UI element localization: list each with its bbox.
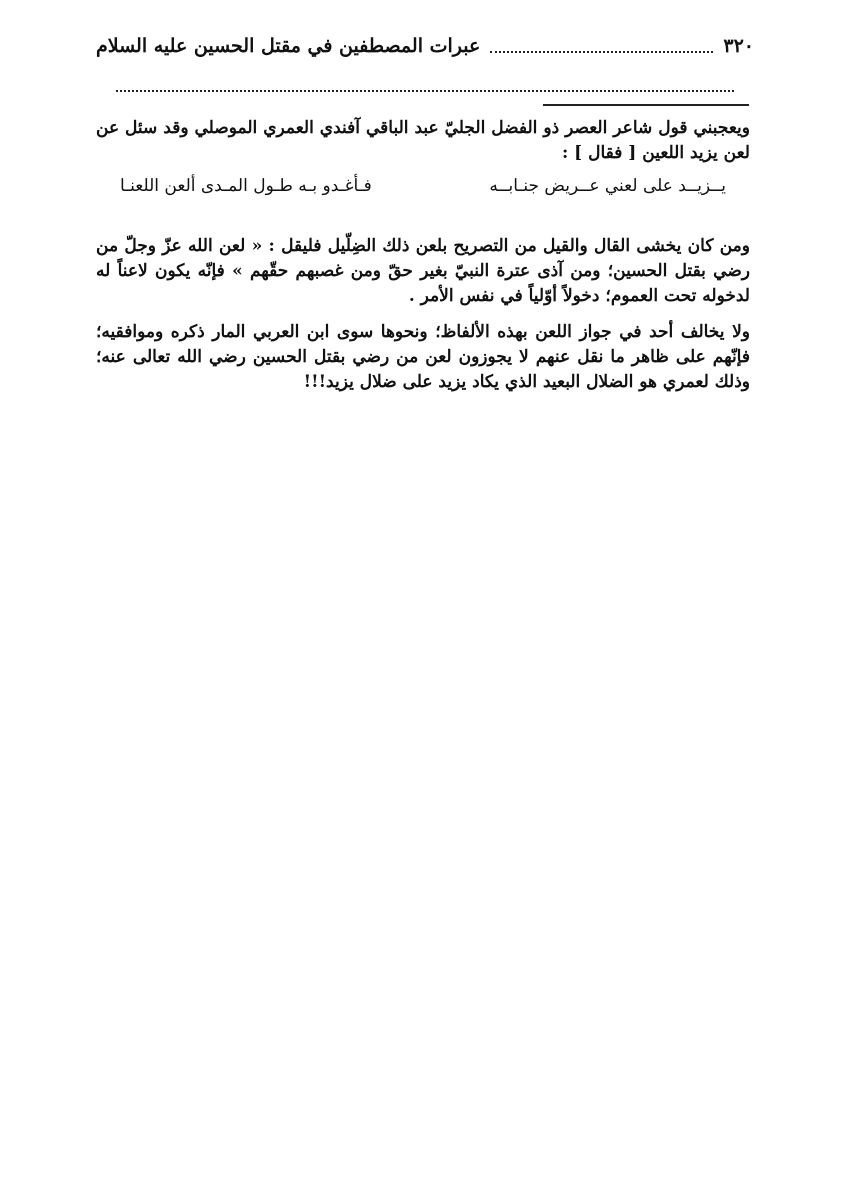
verse-second-hemistich: فـأغـدو بـه طـول المـدى ألعن اللعنـا	[120, 176, 372, 196]
paragraph-text: ويعجبني قول شاعر العصر ذو الفضل الجليّ عبد الباقي آفندي العمري الموصلي وقد سئل عن لعن يزيد اللعين [ فقال ] :	[96, 118, 750, 163]
page-number: ٣٢٠	[723, 35, 754, 57]
paragraph-intro	[96, 116, 750, 166]
dot-leader-line	[116, 90, 734, 92]
verse-first-hemistich: يــزيــد على لعني عــريض جنـابــه	[489, 176, 726, 196]
separator-rule	[543, 104, 749, 106]
paragraph-curse-formula	[96, 234, 750, 309]
paragraph-conclusion	[96, 320, 750, 395]
running-header	[96, 28, 754, 64]
poem-verse	[120, 172, 726, 200]
paragraph-text: ومن كان يخشى القال والقيل من التصريح بلعن ذلك الضِلّيل فليقل : « لعن الله عزّ وجلّ من رضي بقتل الحسين؛ ومن آذى عترة النبيّ بغير حقّ ومن غصبهم حقّهم » فإنّه يكون لاعناً له لدخوله تحت العموم؛ دخولاً أوّلياً في نفس الأمر .	[96, 236, 750, 306]
running-title: عبرات المصطفين في مقتل الحسين عليه السلام	[96, 35, 481, 57]
paragraph-text: ولا يخالف أحد في جواز اللعن بهذه الألفاظ؛ ونحوها سوى ابن العربي المار ذكره وموافقيه؛ فإنّهم على ظاهر ما نقل عنهم لا يجوزون لعن من رضي بقتل الحسين رضي الله تعالى عنه؛ وذلك لعمري هو الضلال البعيد الذي يكاد يزيد على ضلال يزيد!!!	[96, 322, 750, 392]
header-dot-leader	[490, 51, 713, 53]
